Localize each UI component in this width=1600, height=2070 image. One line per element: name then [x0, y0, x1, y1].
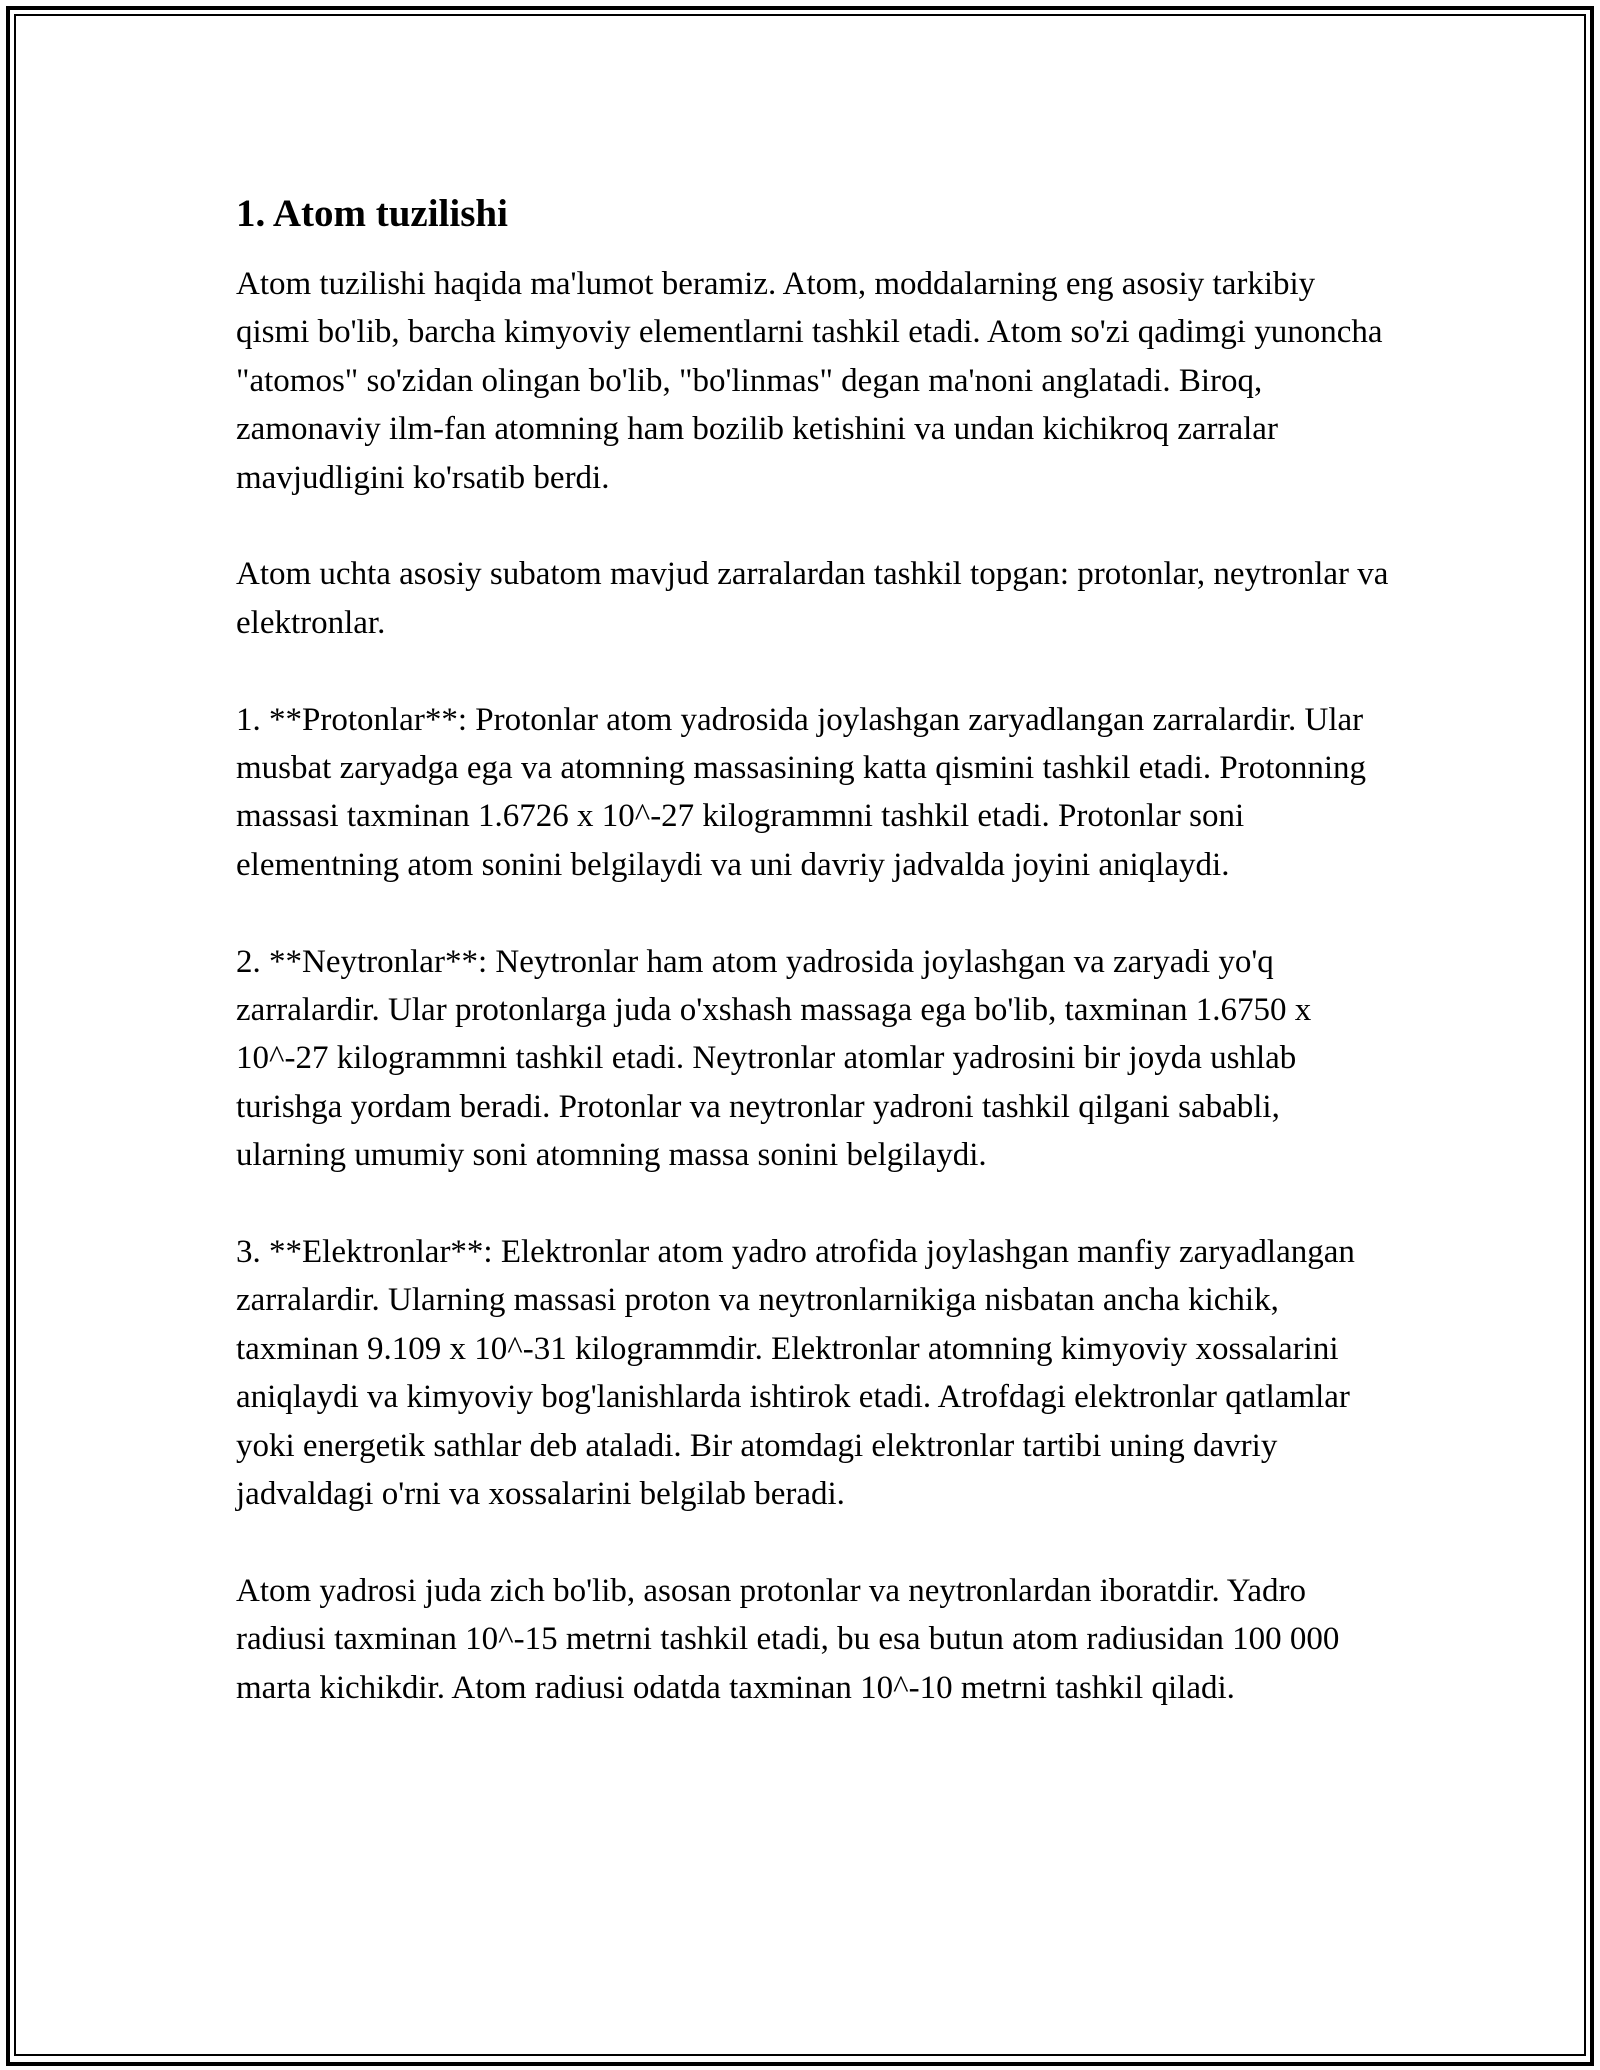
intro-paragraph: Atom tuzilishi haqida ma'lumot beramiz. Atom, moddalarning eng asosiy tarkibiy qismi bo'lib, barcha kimyoviy elementlarni tashkil etadi. Atom so'zi qadimgi yunoncha "atomos" so'zidan olingan bo'lib, "bo'linmas" degan ma'noni anglatadi. Biroq, zamonaviy ilm-fan atomning ham bozilib ketishini va undan kichikroq zarralar mavjudligini ko'rsatib berdi. — [236, 266, 1383, 496]
nucleus-paragraph: Atom yadrosi juda zich bo'lib, asosan protonlar va neytronlardan iboratdir. Yadro radiusi taxminan 10^-15 metrni tashkil etadi, bu esa butun atom radiusidan 100 000 marta kichikdir. Atom radiusi odatda taxminan 10^-10 metrni tashkil qiladi. — [236, 1572, 1340, 1706]
electrons-paragraph: 3. **Elektronlar**: Elektronlar atom yadro atrofida joylashgan manfiy zaryadlangan zarralardir. Ularning massasi proton va neytronlarnikiga nisbatan ancha kichik, taxminan 9.109 x 10^-31 kilogrammdir. Elektronlar atomning kimyoviy xossalarini aniqlaydi va kimyoviy bog'lanishlarda ishtirok etadi. Atrofdagi elektronlar qatlamlar yoki energetik sathlar deb ataladi. Bir atomdagi elektronlar tartibi uning davriy jadvaldagi o'rni va xossalarini belgilab beradi. — [236, 1234, 1355, 1513]
protons-paragraph: 1. **Protonlar**: Protonlar atom yadrosida joylashgan zaryadlangan zarralardir. Ular musbat zaryadga ega va atomning massasining katta qismini tashkil etadi. Protonning massasi taxminan 1.6726 x 10^-27 kilogrammni tashkil etadi. Protonlar soni elementning atom sonini belgilaydi va uni davriy jadvalda joyini aniqlaydi. — [236, 701, 1367, 883]
subatomic-particles-paragraph: Atom uchta asosiy subatom mavjud zarralardan tashkil topgan: protonlar, neytronlar va elektronlar. — [236, 556, 1389, 641]
document-body — [236, 184, 1396, 1712]
neutrons-paragraph: 2. **Neytronlar**: Neytronlar ham atom yadrosida joylashgan va zaryadi yo'q zarralardir. Ular protonlarga juda o'xshash massaga ega bo'lib, taxminan 1.6750 x 10^-27 kilogrammni tashkil etadi. Neytronlar atomlar yadrosini bir joyda ushlab turishga yordam beradi. Protonlar va neytronlar yadroni tashkil qilgani sababli, ularning umumiy soni atomning massa sonini belgilaydi. — [236, 943, 1312, 1174]
page-title: 1. Atom tuzilishi — [236, 192, 508, 235]
